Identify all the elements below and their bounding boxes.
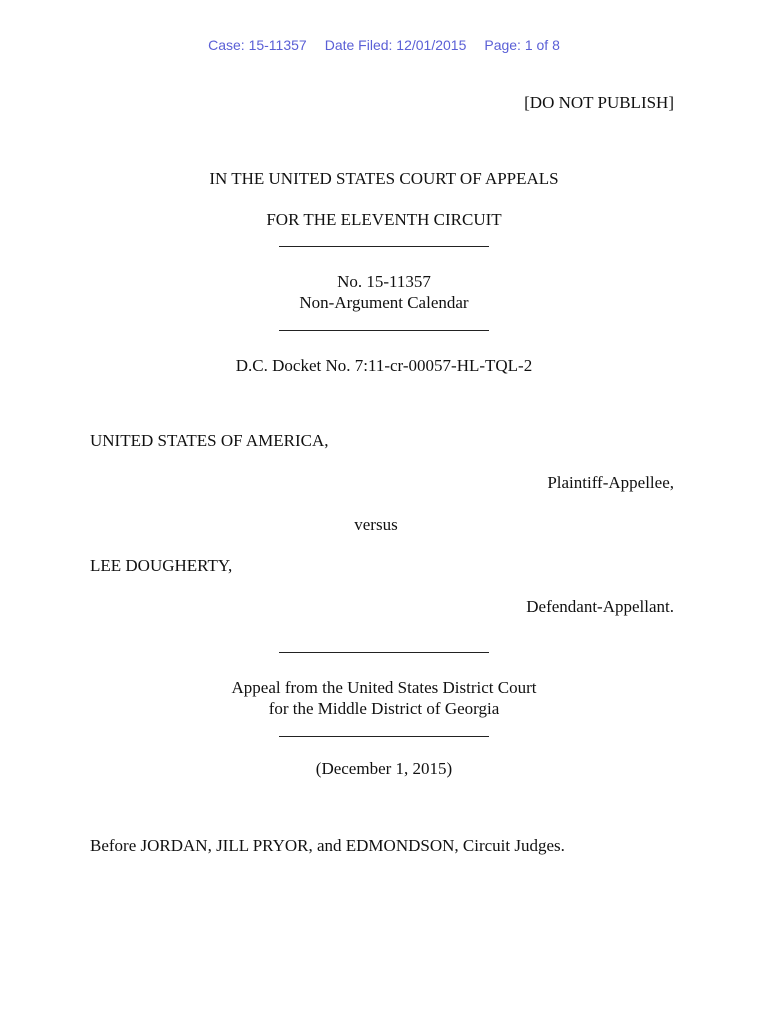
panel-judges: Before JORDAN, JILL PRYOR, and EDMONDSON, Circuit Judges. [90,836,565,855]
appeal-case-number: No. 15-11357 [337,272,431,291]
docket-number: D.C. Docket No. 7:11-cr-00057-HL-TQL-2 [235,356,533,375]
appeal-district: for the Middle District of Georgia [268,699,500,718]
case-number-stamp: Case: 15-11357 [208,37,307,53]
date-filed-stamp: Date Filed: 12/01/2015 [324,37,467,53]
divider-rule [279,246,489,247]
plaintiff-role: Plaintiff-Appellee, [547,473,674,492]
publish-note: [DO NOT PUBLISH] [524,93,674,112]
defendant-name: LEE DOUGHERTY, [90,556,233,575]
divider-rule [279,330,489,331]
decision-date: (December 1, 2015) [315,759,453,778]
calendar-type: Non-Argument Calendar [299,293,469,312]
circuit-name: FOR THE ELEVENTH CIRCUIT [266,210,502,229]
appeal-origin: Appeal from the United States District Court [231,678,537,697]
court-name: IN THE UNITED STATES COURT OF APPEALS [209,169,559,188]
divider-rule [279,736,489,737]
page-count-stamp: Page: 1 of 8 [484,37,560,53]
versus-label: versus [354,515,398,534]
filing-header [0,37,768,53]
defendant-role: Defendant-Appellant. [526,597,674,616]
divider-rule [279,652,489,653]
plaintiff-name: UNITED STATES OF AMERICA, [90,431,329,450]
